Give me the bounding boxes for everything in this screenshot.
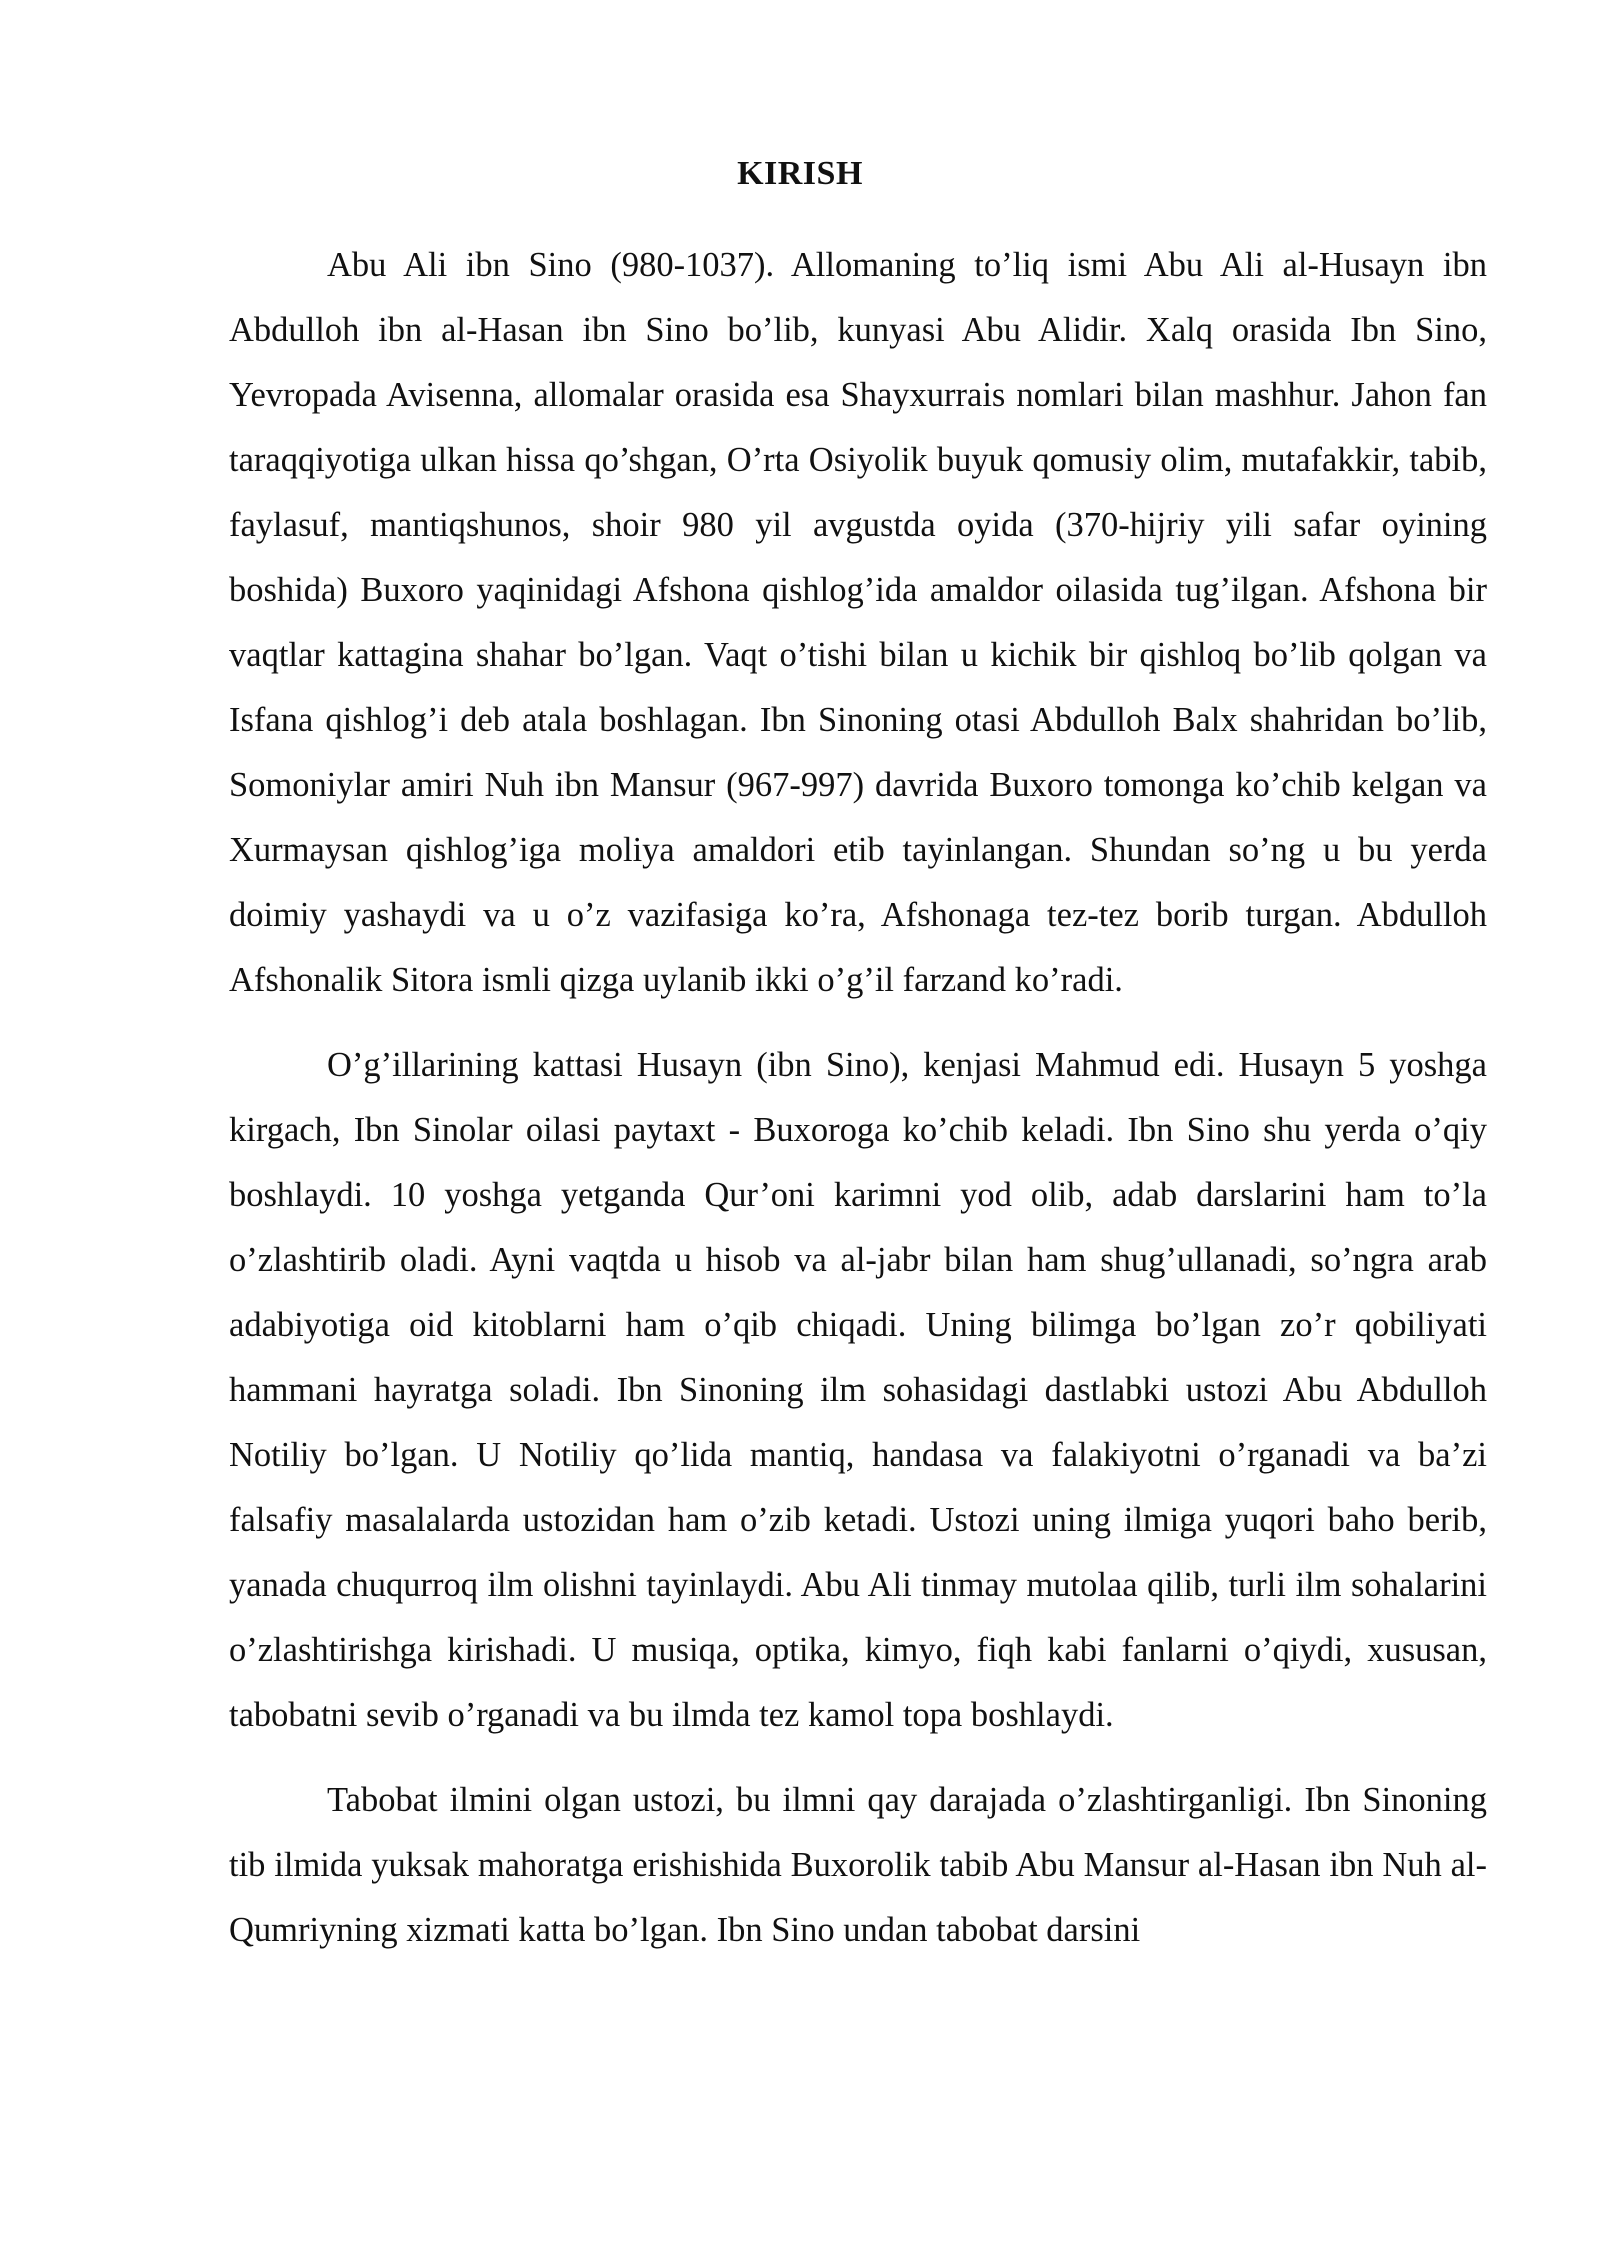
- paragraph-3: Tabobat ilmini olgan ustozi, bu ilmni qay darajada o’zlashtirganligi. Ibn Sinoning tib ilmida yuksak mahoratga erishishida Buxorolik tabib Abu Mansur al-Hasan ibn Nuh al-Qumriyning xizmati katta bo’lgan. Ibn Sino undan tabobat darsini: [229, 1781, 1487, 1949]
- paragraph-1: Abu Ali ibn Sino (980-1037). Allomaning to’liq ismi Abu Ali al-Husayn ibn Abdulloh ibn al-Hasan ibn Sino bo’lib, kunyasi Abu Alidir. Xalq orasida Ibn Sino, Yevropada Avisenna, allomalar orasida esa Shayxurrais nomlari bilan mashhur. Jahon fan taraqqiyotiga ulkan hissa qo’shgan, O’rta Osiyolik buyuk qomusiy olim, mutafakkir, tabib, faylasuf, mantiqshunos, shoir 980 yil avgustda oyida (370-hijriy yili safar oyining boshida) Buxoro yaqinidagi Afshona qishlog’ida amaldor oilasida tug’ilgan. Afshona bir vaqtlar kattagina shahar bo’lgan. Vaqt o’tishi bilan u kichik bir qishloq bo’lib qolgan va Isfana qishlog’i deb atala boshlagan. Ibn Sinoning otasi Abdulloh Balx shahridan bo’lib, Somoniylar amiri Nuh ibn Mansur (967-997) davrida Buxoro tomonga ko’chib kelgan va Xurmaysan qishlog’iga moliya amaldori etib tayinlangan. Shundan so’ng u bu yerda doimiy yashaydi va u o’z vazifasiga ko’ra, Afshonaga tez-tez borib turgan. Abdulloh Afshonalik Sitora ismli qizga uylanib ikki o’g’il farzand ko’radi.: [229, 246, 1487, 999]
- paragraph-2: O’g’illarining kattasi Husayn (ibn Sino), kenjasi Mahmud edi. Husayn 5 yoshga kirgach, Ibn Sinolar oilasi paytaxt - Buxoroga ko’chib keladi. Ibn Sino shu yerda o’qiy boshlaydi. 10 yoshga yetganda Qur’oni karimni yod olib, adab darslarini ham to’la o’zlashtirib oladi. Ayni vaqtda u hisob va al-jabr bilan ham shug’ullanadi, so’ngra arab adabiyotiga oid kitoblarni ham o’qib chiqadi. Uning bilimga bo’lgan zo’r qobiliyati hammani hayratga soladi. Ibn Sinoning ilm sohasidagi dastlabki ustozi Abu Abdulloh Notiliy bo’lgan. U Notiliy qo’lida mantiq, handasa va falakiyotni o’rganadi va ba’zi falsafiy masalalarda ustozidan ham o’zib ketadi. Ustozi uning ilmiga yuqori baho berib, yanada chuqurroq ilm olishni tayinlaydi. Abu Ali tinmay mutolaa qilib, turli ilm sohalarini o’zlashtirishga kirishadi. U musiqa, optika, kimyo, fiqh kabi fanlarni o’qiydi, xususan, tabobatni sevib o’rganadi va bu ilmda tez kamol topa boshlaydi.: [229, 1046, 1487, 1734]
- document-body: [229, 233, 1487, 1983]
- page-title: KIRISH: [737, 155, 863, 192]
